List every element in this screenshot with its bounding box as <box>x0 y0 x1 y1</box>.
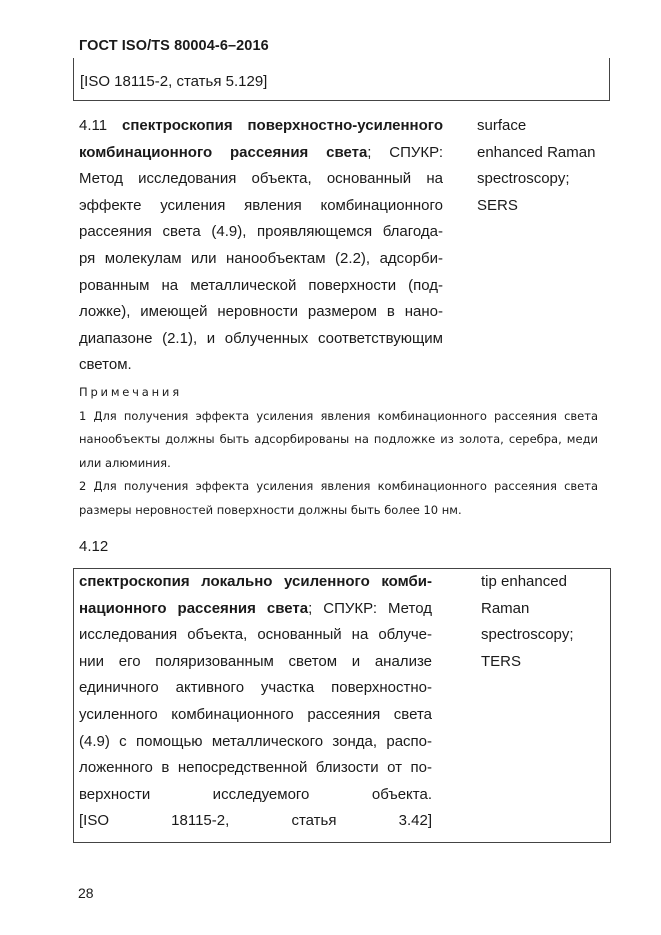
definition-line: исследования объекта, основанный на облуче- <box>79 626 432 644</box>
source-reference: [ISO 18115-2, статья 3.42] <box>79 812 432 830</box>
note-line: нанообъекты должны быть адсорбированы на подложке из золота, серебра, меди <box>79 432 598 446</box>
entry-4-12-number: 4.12 <box>79 538 109 555</box>
term-bold: спектроскопия поверхностно-усиленного <box>122 117 443 134</box>
term-bold: комбинационного рассеяния света <box>79 143 368 161</box>
note-line: 1 Для получения эффекта усиления явления комбинационного рассеяния света <box>79 408 598 423</box>
definition-line: Метод исследования объекта, основанный на <box>79 170 443 188</box>
definition-line: диапазоне (2.1), и облученных соответствующим <box>79 329 443 347</box>
definition-line: рассеяния света (4.9), проявляющемся благода- <box>79 223 443 241</box>
definition-line: усиленного комбинационного рассеяния света <box>79 705 432 723</box>
english-term-line: tip enhanced <box>481 573 567 590</box>
entry-4-11-definition <box>79 113 443 379</box>
entry-4-11-line2 <box>79 140 443 167</box>
english-term-line: Raman <box>481 599 530 617</box>
english-term-line: TERS <box>481 652 522 670</box>
definition-line: верхности исследуемого объекта. <box>79 785 432 803</box>
notes-block <box>79 381 598 522</box>
english-term-line: spectroscopy; <box>477 170 570 188</box>
term-bold-text: спектроскопия локально усиленного комби- <box>79 573 432 590</box>
notes-heading: Примечания <box>79 385 182 399</box>
english-term-line: enhanced Raman <box>477 143 596 161</box>
term-abbreviation: ; СПУКР: <box>367 143 443 161</box>
term-bold: национного рассеяния света <box>79 599 309 617</box>
definition-line: единичного активного участка поверхностно- <box>79 679 432 697</box>
source-reference: [ISO 18115-2, статья 5.129] <box>80 73 268 90</box>
entry-4-12-line2 <box>79 596 432 623</box>
term-bold <box>79 569 432 596</box>
entry-4-11-english-term <box>477 113 595 219</box>
english-term-line: spectroscopy; <box>481 626 574 644</box>
entry-4-12-english-term <box>481 569 574 675</box>
definition-line: нии его поляризованным светом и анализе <box>79 652 432 670</box>
definition-line: (4.9) с помощью металлического зонда, распо- <box>79 732 432 750</box>
entry-4-12-definition <box>79 569 432 835</box>
definition-line: рованным на металлической поверхности (под- <box>79 276 443 294</box>
definition-line: эффекте усиления явления комбинационного <box>79 196 443 214</box>
definition-line: ложке), имеющей неровности размером в нано- <box>79 303 443 321</box>
entry-number: 4.11 <box>79 117 108 134</box>
note-line: или алюминия. <box>79 455 171 470</box>
entry-4-11-line1 <box>79 113 443 140</box>
definition-line: светом. <box>79 356 132 374</box>
document-header: ГОСТ ISO/TS 80004-6–2016 <box>79 38 269 54</box>
page-number: 28 <box>78 885 94 901</box>
definition-line: ложенного в непосредственной близости от по- <box>79 759 432 777</box>
previous-entry-box <box>73 58 610 101</box>
term-abbreviation: ; СПУКР: Метод <box>308 599 432 617</box>
note-line: 2 Для получения эффекта усиления явления комбинационного рассеяния света <box>79 479 598 493</box>
english-term-line: SERS <box>477 196 518 214</box>
definition-line: ря молекулам или нанообъектам (2.2), адсорби- <box>79 249 443 267</box>
note-line: размеры неровностей поверхности должны быть более 10 нм. <box>79 502 462 517</box>
english-term-line: surface <box>477 117 527 134</box>
